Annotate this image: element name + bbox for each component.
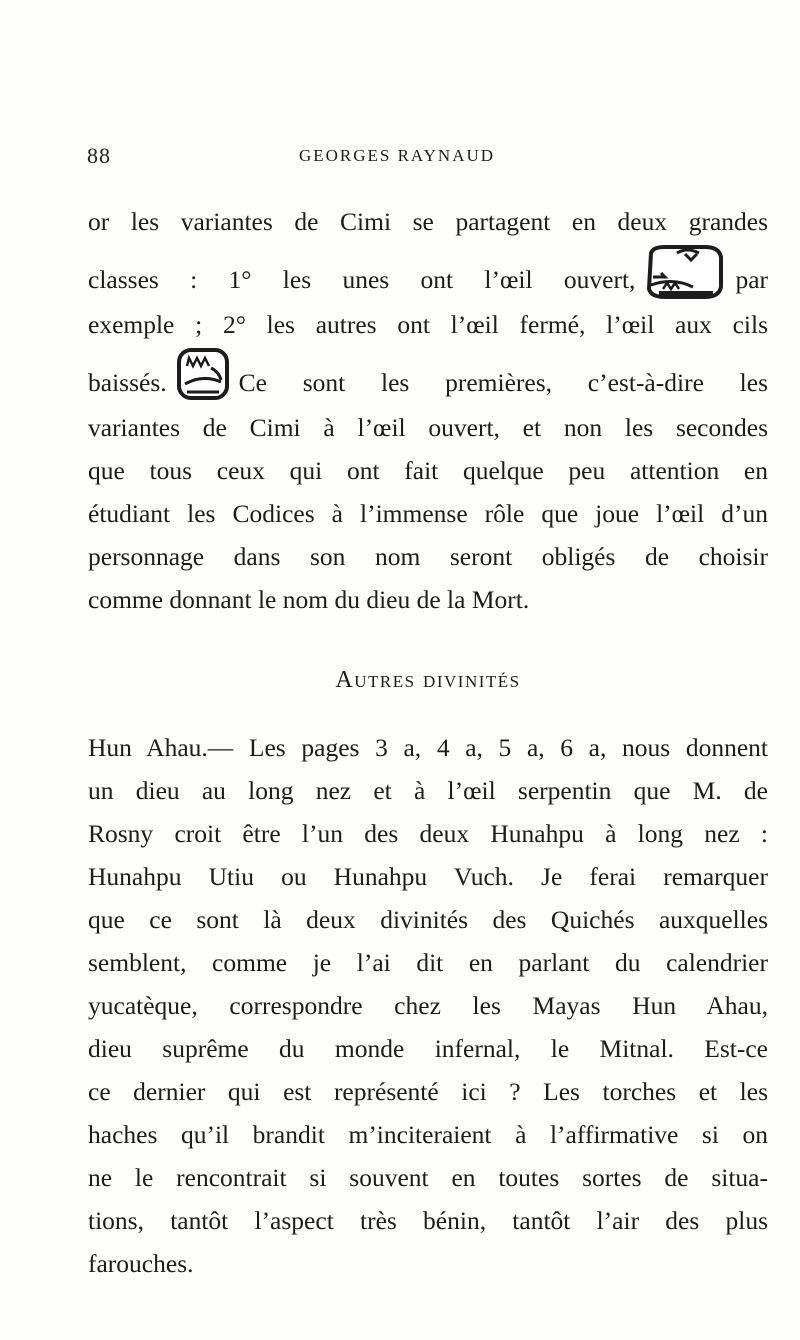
text-line: ne le rencontrait si souvent en toutes sortes de situa- bbox=[88, 1163, 768, 1192]
page-header bbox=[87, 143, 767, 173]
text-line-part: classes : 1° les unes ont l’œil ouvert, bbox=[88, 264, 636, 294]
text-line: Hunahpu Utiu ou Hunahpu Vuch. Je ferai remarquer bbox=[88, 862, 768, 891]
text-line: que tous ceux qui ont fait quelque peu attention en bbox=[88, 456, 768, 485]
text-line-with-glyph bbox=[88, 346, 768, 406]
text-line: yucatèque, correspondre chez les Mayas Hun Ahau, bbox=[88, 991, 768, 1020]
text-line-part: Ce sont les premières, c’est-à-dire les bbox=[238, 367, 768, 397]
text-line-part: par bbox=[735, 264, 768, 294]
text-line: personnage dans son nom seront obligés de choisir bbox=[88, 542, 768, 571]
text-line: semblent, comme je l’ai dit en parlant du calendrier bbox=[88, 948, 768, 977]
text-line: variantes de Cimi à l’œil ouvert, et non les secondes bbox=[88, 413, 768, 442]
text-line: étudiant les Codices à l’immense rôle que joue l’œil d’un bbox=[88, 499, 768, 528]
text-line: farouches. bbox=[88, 1249, 194, 1278]
text-line-with-glyph bbox=[88, 243, 768, 303]
text-line-part: baissés. bbox=[88, 367, 167, 397]
text-line: tions, tantôt l’aspect très bénin, tantôt l’air des plus bbox=[88, 1206, 768, 1235]
text-line: exemple ; 2° les autres ont l’œil fermé, l’œil aux cils bbox=[88, 310, 768, 339]
paragraph-hun-ahau bbox=[88, 727, 768, 1286]
page-number: 88 bbox=[87, 143, 111, 168]
running-head: GEORGES RAYNAUD bbox=[298, 146, 496, 165]
text-line: Hun Ahau.— Les pages 3 a, 4 a, 5 a, 6 a, nous donnent bbox=[88, 733, 768, 762]
text-line: dieu suprême du monde infernal, le Mitnal. Est-ce bbox=[88, 1034, 768, 1063]
text-line: que ce sont là deux divinités des Quichés auxquelles bbox=[88, 905, 768, 934]
text-line: comme donnant le nom du dieu de la Mort. bbox=[88, 585, 530, 614]
text-line: un dieu au long nez et à l’œil serpentin que M. de bbox=[88, 776, 768, 805]
section-title-text: Autres divinités bbox=[335, 667, 521, 693]
text-line: ce dernier qui est représenté ici ? Les torches et les bbox=[88, 1077, 768, 1106]
text-line: haches qu’il brandit m’inciteraient à l’affirmative si on bbox=[88, 1120, 768, 1149]
section-title bbox=[88, 667, 768, 694]
paragraph-cimi-variants bbox=[88, 200, 768, 621]
text-line: or les variantes de Cimi se partagent en deux grandes bbox=[88, 207, 768, 236]
text-line: Rosny croit être l’un des deux Hunahpu à long nez : bbox=[88, 819, 768, 848]
